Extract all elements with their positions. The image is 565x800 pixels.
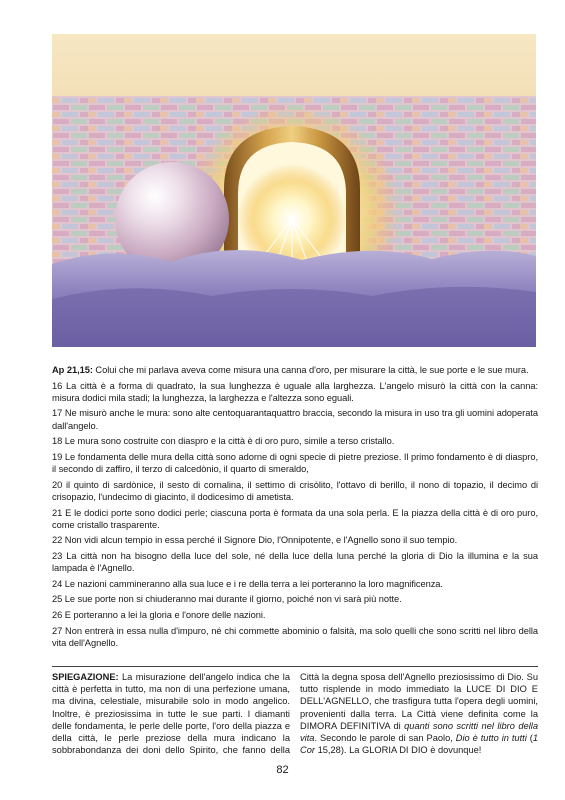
verse-text: 27 Non entrerà in essa nulla d'impuro, né chi commette abominio o falsità, ma solo quelli che sono scritti nel libro della vita dell'Agnello.	[52, 625, 538, 648]
explanation-text: . Secondo le parole di san Paolo,	[314, 733, 456, 744]
verse	[52, 625, 538, 649]
verse-text: 16 La città è a forma di quadrato, la sua lunghezza è uguale alla larghezza. L'angelo misurò la città con la canna: misura dodici mila stadi; la lunghezza, la larghezza e l'altezza sono eguali.	[52, 380, 538, 403]
verse	[52, 578, 538, 590]
verse-text: Colui che mi parlava aveva come misura una canna d'oro, per misurare la città, le sue porte e le sue mura.	[92, 365, 529, 375]
verse-reference: Ap 21,15:	[52, 365, 93, 375]
explanation-text: 15,28). La GLORIA DI DIO è dovunque!	[314, 745, 482, 756]
verse-text: 17 Ne misurò anche le mura: sono alte centoquarantaquattro braccia, secondo la misura in uso tra gli uomini adoperata dall'angelo.	[52, 408, 538, 431]
bible-verses	[52, 364, 538, 653]
verse	[52, 507, 538, 531]
verse	[52, 593, 538, 605]
section-divider	[52, 666, 538, 667]
explanation-text: (	[526, 733, 533, 744]
verse	[52, 534, 538, 546]
verse-text: 26 E porteranno a lei la gloria e l'onore delle nazioni.	[52, 610, 266, 621]
explanation-italic-quote: Dio è tutto in tutti	[455, 733, 527, 744]
page-number: 82	[276, 764, 289, 776]
explanation	[52, 671, 538, 756]
illustration-art	[52, 34, 536, 347]
verse-text: 22 Non vidi alcun tempio in essa perché il Signore Dio, l'Onnipotente, e l'Agnello sono il suo tempio.	[52, 535, 458, 546]
verse	[52, 407, 538, 431]
verse	[52, 451, 538, 475]
verse	[52, 550, 538, 574]
verse	[52, 364, 538, 376]
explanation-text: La misurazione dell'angelo indica che la città è perfetta in tutto, ma non di una perfezione umana, ma divina, celestiale, misurabile solo in modo angelico. Inoltre, è preziosissima in tutte le sue parti. I diamanti delle fondamenta, le perle delle porte, l'oro della piazza e della città, le perle preziose della mura indicano la sobbrabondanza dei doni dello Spirito, che fanno della Città la degna sposa dell'Agnello preziosissimo di Dio. Su tutto risplende in modo immediato la LUCE DI DIO E DELL'AGNELLO, che trasfigura tutta l'opera degli uomini, provenienti dalla terra. La Città viene definita come la DIMORA DEFINITIVA di	[52, 672, 538, 756]
verse	[52, 479, 538, 503]
verse-text: 25 Le sue porte non si chiuderanno mai durante il giorno, poiché non vi sarà più notte.	[52, 594, 402, 605]
explanation-label: SPIEGAZIONE:	[52, 672, 119, 682]
explanation-paragraph	[52, 671, 538, 756]
verse-text: 20 il quinto di sardònice, il sesto di cornalina, il settimo di crisòlito, l'ottavo di berillo, il nono di topazio, il decimo di crisopazio, l'undecimo di giacinto, il dodicesimo di ametista.	[52, 479, 538, 502]
verse	[52, 380, 538, 404]
verse-text: 24 Le nazioni cammineranno alla sua luce e i re della terra a lei porteranno la loro magnificenza.	[52, 578, 443, 589]
explanation-italic-quote: quanti sono scritti nel libro della vita	[300, 720, 539, 744]
verse-text: 21 E le dodici porte sono dodici perle; ciascuna porta è formata da una sola perla. E la piazza della città è di oro puro, come cristallo trasparente.	[52, 507, 538, 530]
verse-text: 23 La città non ha bisogno della luce del sole, né della luce della luna perché la gloria di Dio la illumina e la sua lampada è l'Agnello.	[52, 550, 538, 574]
verse-text: 19 Le fondamenta delle mura della città sono adorne di ogni specie di pietre preziose. Il primo fondamento è di diaspro, il secondo di zaffiro, il terzo di calcedònio, il quarto di smeraldo,	[52, 451, 538, 475]
explanation-citation: 1 Cor	[300, 733, 539, 756]
heavenly-jerusalem-illustration	[52, 34, 536, 347]
verse-text: 18 Le mura sono costruite con diaspro e la città è di oro puro, simile a terso cristallo.	[52, 436, 395, 447]
verse	[52, 435, 538, 447]
verse	[52, 609, 538, 621]
